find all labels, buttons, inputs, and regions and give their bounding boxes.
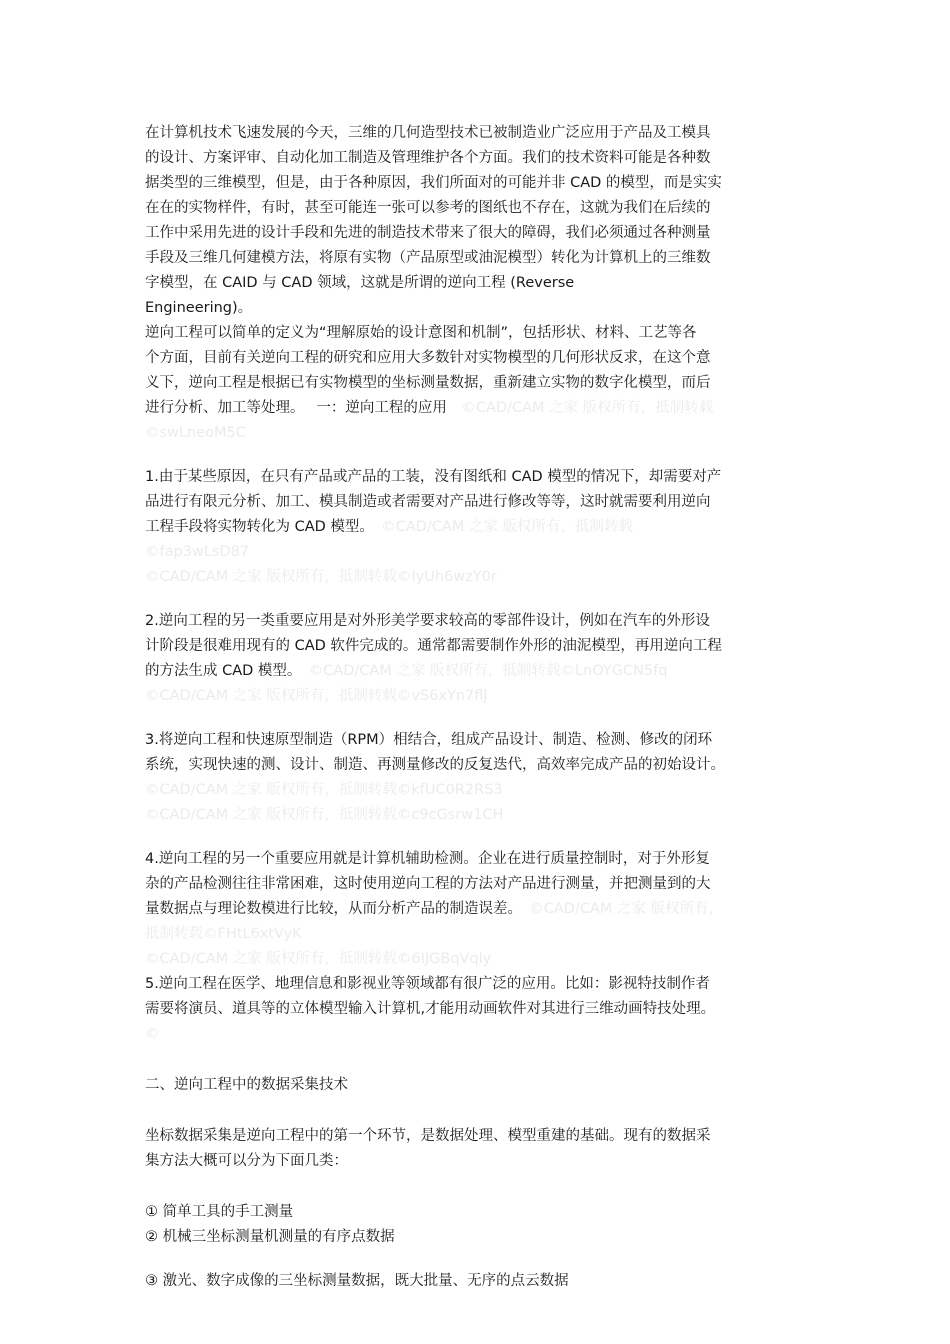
section2-heading-block [145,1073,810,1098]
text-line: 的设计、方案评审、自动化加工制造及管理维护各个方面。我们的技术资料可能是各种数 [145,150,711,166]
text-line: 个方面，目前有关逆向工程的研究和应用大多数针对实物模型的几何形状反求，在这个意 [145,350,711,366]
text-line: 逆向工程可以简单的定义为“理解原始的设计意图和机制”，包括形状、材料、工艺等各 [145,325,697,341]
watermark-text: ©CAD/CAM 之家 版权所有，抵制转载©6IJGBqVqly [145,951,492,967]
text-line: 5.逆向工程在医学、地理信息和影视业等领域都有很广泛的应用。比如：影视特技制作者 [145,976,710,992]
watermark-text: ©CAD/CAM 之家 版权所有，抵制转载©IyUh6wzY0r [145,569,497,585]
list-item: ③ 激光、数字成像的三坐标测量数据，既大批量、无序的点云数据 [145,1273,569,1289]
text-line: 手段及三维几何建模方法，将原有实物（产品原型或油泥模型）转化为计算机上的三维数 [145,250,711,266]
watermark-text: ©swLneoM5C [145,425,246,441]
application-item-2 [145,609,810,709]
text-line: 2.逆向工程的另一类重要应用是对外形美学要求较高的零部件设计，例如在汽车的外形设 [145,613,710,629]
list-item: ① 简单工具的手工测量 [145,1204,294,1220]
text-line [145,659,810,684]
text-line [145,897,810,922]
text-line: 1.由于某些原因，在只有产品或产品的工装，没有图纸和 CAD 模型的情况下，却需要对产 [145,469,722,485]
definition-paragraph [145,321,810,446]
spacer [145,590,810,609]
text-line: 在在的实物样件，有时，甚至可能连一张可以参考的图纸也不存在，这就为我们在后续的 [145,200,711,216]
intro-paragraph [145,121,810,321]
text-line [145,515,810,540]
watermark-text: 抵制转载©FHtL6xtVyK [145,926,302,942]
text-line: 系统，实现快速的测、设计、制造、再测量修改的反复迭代，高效率完成产品的初始设计。 [145,757,725,773]
spacer [145,1098,810,1124]
text-line: 计阶段是很难用现有的 CAD 软件完成的。通常都需要制作外形的油泥模型，再用逆向工程 [145,638,722,654]
spacer [145,1250,810,1269]
spacer [145,446,810,465]
text-line: 工作中采用先进的设计手段和先进的制造技术带来了很大的障碍，我们必须通过各种测量 [145,225,711,241]
list-item: ② 机械三坐标测量机测量的有序点数据 [145,1229,395,1245]
spacer [145,1174,810,1200]
text-line: 4.逆向工程的另一个重要应用就是计算机辅助检测。企业在进行质量控制时，对于外形复 [145,851,710,867]
text-line: Engineering)。 [145,300,253,316]
watermark-text: ©CAD/CAM 之家 版权所有，抵制转载©kfUC0R2RS3 [145,782,503,798]
text-segment: 量数据点与理论数模进行比较，从而分析产品的制造误差。 [145,901,515,917]
watermark-text: ©CAD/CAM 之家 版权所有， [514,901,724,917]
spacer [145,709,810,728]
text-line: 3.将逆向工程和快速原型制造（RPM）相结合，组成产品设计、制造、检测、修改的闭环 [145,732,713,748]
text-line: 需要将演员、道具等的立体模型输入计算机,才能用动画软件对其进行三维动画特技处理。 [145,1001,716,1017]
text-line: 义下，逆向工程是根据已有实物模型的坐标测量数据，重新建立实物的数字化模型，而后 [145,375,711,391]
spacer [145,1047,810,1073]
application-item-5 [145,972,810,1047]
section2-paragraph [145,1124,810,1174]
document-page [145,121,810,1294]
watermark-text: ©fap3wLsD87 [145,544,250,560]
section1-heading: 进行分析、加工等处理。 一：逆向工程的应用 [145,400,447,416]
application-item-3 [145,728,810,828]
watermark-text: © [145,1026,160,1042]
section2-heading: 二、逆向工程中的数据采集技术 [145,1077,348,1093]
watermark-text: ©CAD/CAM 之家 版权所有，抵制转载©c9cGsrw1CH [145,807,504,823]
watermark-text: ©CAD/CAM 之家 版权所有，抵制转载 [366,519,634,535]
text-segment: 的方法生成 CAD 模型。 [145,663,295,679]
method-item-3 [145,1269,810,1294]
application-item-4 [145,847,810,972]
text-line: 品进行有限元分析、加工、模具制造或者需要对产品进行修改等等，这时就需要利用逆向 [145,494,711,510]
text-line: 字模型，在 CAID 与 CAD 领域，这就是所谓的逆向工程 (Reverse [145,275,575,291]
watermark-text: ©CAD/CAM 之家 版权所有，抵制转载 [446,400,714,416]
text-line: 据类型的三维模型，但是，由于各种原因，我们所面对的可能并非 CAD 的模型，而是实实 [145,175,722,191]
text-line: 集方法大概可以分为下面几类： [145,1153,348,1169]
watermark-text: ©CAD/CAM 之家 版权所有，抵制转载©vS6xYn7flJ [145,688,488,704]
watermark-text: ©CAD/CAM 之家 版权所有，抵制转载©LnOYGCN5fq [294,663,668,679]
application-item-1 [145,465,810,590]
method-list [145,1200,810,1250]
spacer [145,828,810,847]
text-segment: 工程手段将实物转化为 CAD 模型。 [145,519,367,535]
text-line: 杂的产品检测往往非常困难，这时使用逆向工程的方法对产品进行测量，并把测量到的大 [145,876,711,892]
text-line: 在计算机技术飞速发展的今天，三维的几何造型技术已被制造业广泛应用于产品及工模具 [145,125,711,141]
text-line [145,396,810,421]
text-line: 坐标数据采集是逆向工程中的第一个环节，是数据处理、模型重建的基础。现有的数据采 [145,1128,711,1144]
